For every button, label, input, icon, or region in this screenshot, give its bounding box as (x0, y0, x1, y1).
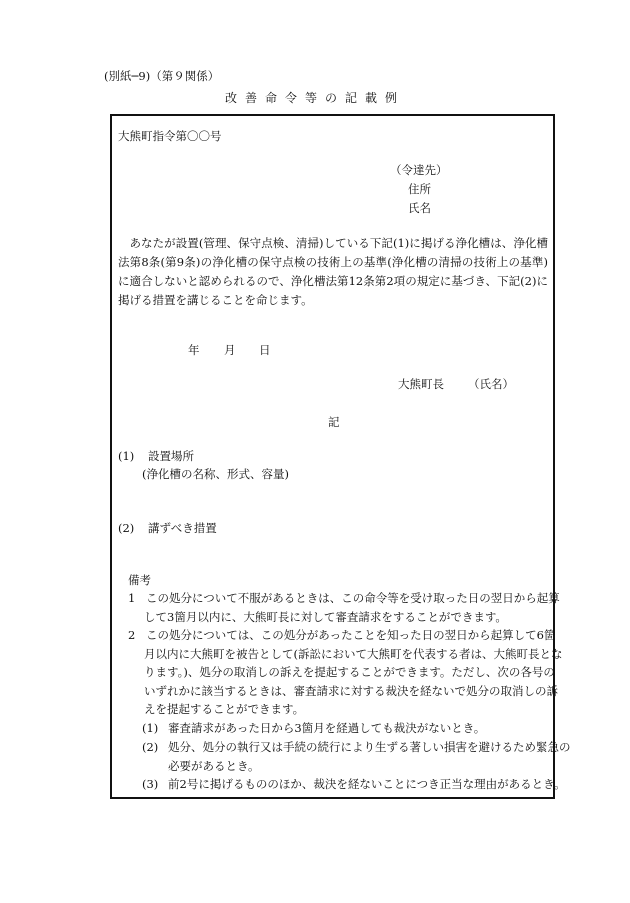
date-month: 月 (224, 343, 236, 357)
addressee-name: 氏名 (408, 201, 431, 215)
addressee-address: 住所 (408, 182, 431, 196)
document-title: 改善命令等の記載例 (224, 91, 405, 105)
item-1-label: 設置場所 (147, 449, 194, 463)
remark-2-sub-2-number: (2) (142, 740, 159, 754)
item-1-sub: (浄化槽の名称、形式、容量) (142, 467, 289, 481)
date-day: 日 (259, 343, 271, 357)
signer-title: 大熊町長 (398, 377, 444, 391)
remark-2-sub-1-number: (1) (142, 721, 159, 735)
item-2-number: (2) (118, 521, 135, 535)
remark-2-sub-3-number: (3) (142, 777, 159, 791)
order-number: 大熊町指令第〇〇号 (118, 129, 222, 143)
remark-2-number: 2 (128, 628, 136, 642)
remarks-heading: 備考 (128, 573, 151, 587)
remark-1 (128, 589, 566, 626)
form-box (110, 114, 571, 799)
remark-2-sub-2-text: 処分、処分の執行又は手続の続行により生ずる著しい損害を避けるため緊急の必要があるとき。 (168, 740, 571, 773)
remark-2-sub-3 (142, 775, 576, 794)
remark-2-sub-2 (142, 738, 576, 775)
remark-1-text: この処分について不服があるときは、この命令等を受け取った日の翌日から起算して3箇月以内に、大熊町長に対して審査請求をすることができます。 (144, 591, 560, 624)
remark-1-number: 1 (128, 591, 136, 605)
item-2 (118, 520, 217, 536)
date-year: 年 (188, 343, 200, 357)
signer-name: （氏名） (468, 377, 514, 391)
remark-2-sub-1 (142, 719, 576, 738)
remark-2-sub-3-text: 前2号に掲げるもののほか、裁決を経ないことにつき正当な理由があるとき。 (168, 777, 566, 791)
addressee-label: （令達先） (390, 163, 448, 177)
annex-reference: (別紙─9)（第９関係） (104, 69, 220, 83)
item-1-number: (1) (118, 449, 135, 463)
ki-heading: 記 (328, 415, 340, 429)
order-body: あなたが設置(管理、保守点検、清掃)している下記(1)に掲げる浄化槽は、浄化槽法第8条(第9条)の浄化槽の保守点検の技術上の基準(浄化槽の清掃の技術上の基準)に適合しないと認められるので、浄化槽法第12条第2項の規定に基づき、下記(2)に掲げる措置を講じることを命じます。 (118, 236, 548, 307)
item-1 (118, 448, 194, 464)
remark-2-text: この処分については、この処分があったことを知った日の翌日から起算して6箇月以内に大熊町を被告として(訴訟において大熊町を代表する者は、大熊町長となります。)、処分の取消しの訴えを提起することができます。ただし、次の各号のいずれかに該当するときは、審査請求に対する裁決を経ないで処分の取消しの訴えを提起することができます。 (144, 628, 563, 716)
remark-2 (128, 626, 566, 719)
remark-2-sub-1-text: 審査請求があった日から3箇月を経過しても裁決がないとき。 (168, 721, 486, 735)
item-2-label: 講ずべき措置 (147, 521, 217, 535)
